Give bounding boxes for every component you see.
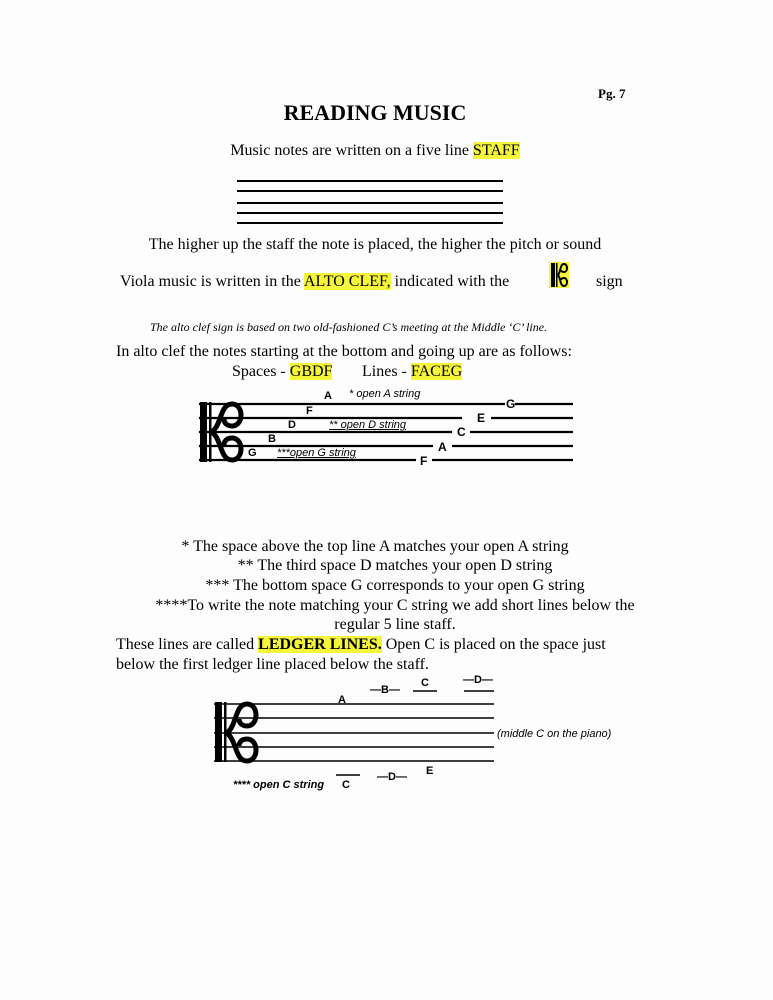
- note-line-3: *** The bottom space G corresponds to your open G string: [205, 577, 585, 594]
- alto-clef-sign-word: sign: [596, 273, 623, 290]
- label-e-line: E: [477, 411, 486, 425]
- label-open-a-string: * open A string: [349, 388, 421, 400]
- lines-value: FACEG: [410, 363, 463, 380]
- order-intro: In alto clef the notes starting at the bottom and going up are as follows:: [116, 343, 572, 360]
- spaces-value: GBDF: [289, 363, 333, 380]
- page-title: READING MUSIC: [283, 100, 467, 125]
- label-f-space: F: [306, 405, 313, 417]
- note-line-2: ** The third space D matches your open D string: [237, 557, 553, 574]
- ledger-intro-line-2: below the first ledger line placed below the staff.: [116, 656, 429, 673]
- label-c-line: C: [457, 425, 466, 439]
- alto-clef-highlight: ALTO CLEF,: [303, 273, 391, 290]
- ledger-highlight: LEDGER LINES.: [258, 636, 382, 653]
- ledger-intro-line: [116, 636, 606, 654]
- label-b-space: B: [268, 433, 276, 445]
- label2-b: —B—: [370, 684, 400, 696]
- label2-a: A: [338, 694, 346, 706]
- label-a-space: A: [324, 390, 332, 402]
- note-line-5: regular 5 line staff.: [334, 616, 456, 633]
- label2-middle-c: (middle C on the piano): [497, 728, 612, 740]
- label2-b-letter: B: [381, 684, 389, 696]
- alto-clef-after: indicated with the: [390, 273, 510, 290]
- lines-label: Lines -: [362, 363, 411, 380]
- note-line-4: ****To write the note matching your C string we add short lines below the: [155, 597, 635, 614]
- spaces-label: Spaces -: [232, 363, 290, 380]
- five-line-staff: [237, 181, 503, 223]
- label-open-g-string: ***open G string: [277, 447, 356, 459]
- label2-d-low-letter: D: [388, 771, 396, 783]
- label-f-line: F: [420, 454, 428, 468]
- ledger-before: These lines are called: [116, 636, 259, 653]
- page-number: Pg. 7: [598, 86, 626, 101]
- label2-e-low: E: [426, 765, 434, 777]
- label-d-space: D: [288, 419, 296, 431]
- ledger-after: Open C is placed on the space just: [381, 636, 606, 653]
- label2-d-top-letter: D: [474, 674, 482, 686]
- alto-clef-icon-2: [215, 702, 256, 762]
- label-a-line: A: [438, 440, 447, 454]
- label-g-space: G: [248, 447, 257, 459]
- label2-open-c-string: **** open C string: [233, 779, 325, 791]
- higher-note-text: The higher up the staff the note is placed, the higher the pitch or sound: [148, 236, 602, 253]
- label2-c-low: C: [342, 779, 350, 791]
- alto-clef-before: Viola music is written in the: [120, 273, 304, 290]
- label2-d-top: —D—: [463, 674, 493, 686]
- label2-c: C: [421, 677, 429, 689]
- alto-clef-note: The alto clef sign is based on two old-fashioned C’s meeting at the Middle ‘C’ line.: [150, 320, 548, 334]
- label2-d-low: —D—: [377, 771, 407, 783]
- label-g-line: G: [506, 397, 516, 411]
- label-open-d-string: ** open D string: [329, 419, 407, 431]
- note-line-1: * The space above the top line A matches your open A string: [181, 538, 569, 555]
- staff-highlight: STAFF: [472, 142, 520, 159]
- staff-intro-text: Music notes are written on a five line: [230, 142, 473, 159]
